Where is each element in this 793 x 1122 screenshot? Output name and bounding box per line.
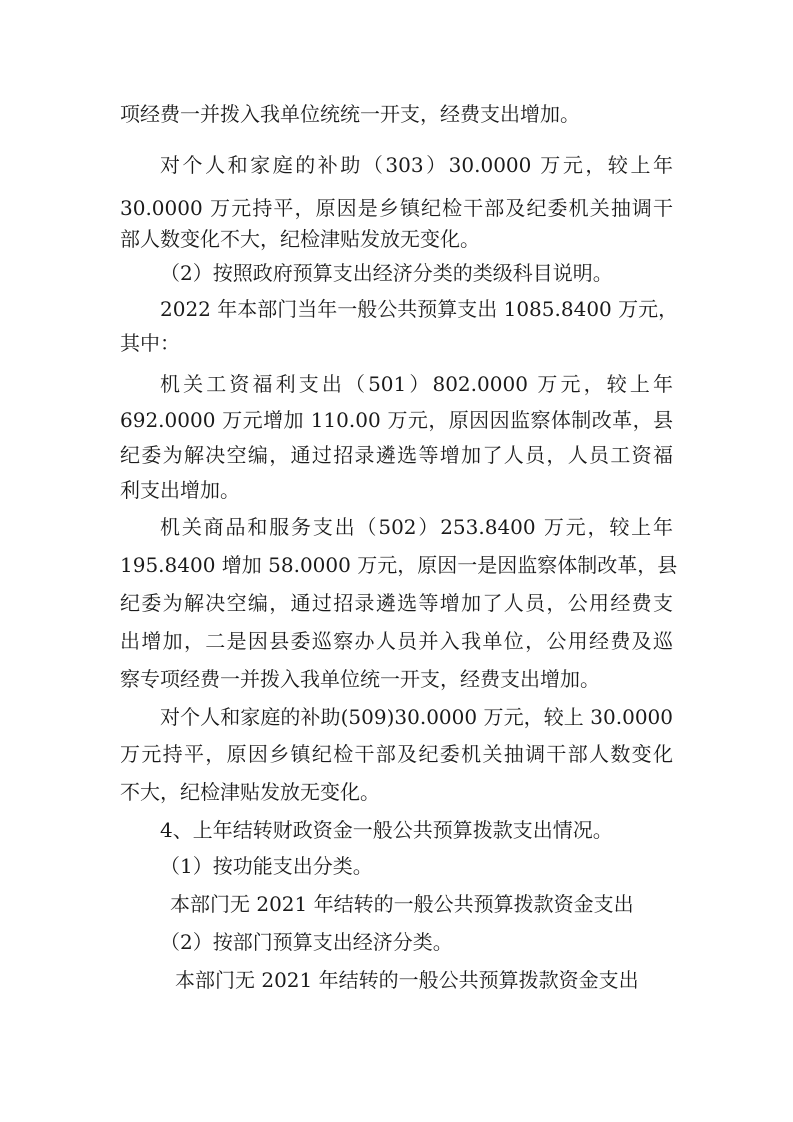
text-line: （2）按部门预算支出经济分类。: [160, 930, 453, 954]
text-line: 察专项经费一并拨入我单位统一开支，经费支出增加。: [120, 667, 600, 691]
text-line: 纪委为解决空编，通过招录遴选等增加了人员，公用经费支: [120, 591, 673, 615]
text-line: （2）按照政府预算支出经济分类的类级科目说明。: [160, 261, 613, 285]
text-line: 项经费一并拨入我单位统统一开支，经费支出增加。: [120, 102, 580, 126]
text-line: 出增加，二是因县委巡察办人员并入我单位，公用经费及巡: [120, 629, 673, 653]
text-line: 2022 年本部门当年一般公共预算支出 1085.8400 万元，: [160, 297, 679, 321]
text-line: 纪委为解决空编，通过招录遴选等增加了人员，人员工资福: [120, 443, 673, 467]
text-line: 195.8400 增加 58.0000 万元，原因一是因监察体制改革，县: [120, 553, 678, 577]
text-line: 万元持平，原因乡镇纪检干部及纪委机关抽调干部人数变化: [120, 742, 673, 766]
text-line: 本部门无 2021 年结转的一般公共预算拨款资金支出: [175, 968, 639, 992]
text-line: 30.0000 万元持平，原因是乡镇纪检干部及纪委机关抽调干: [120, 196, 673, 220]
text-line: 692.0000 万元增加 110.00 万元，原因因监察体制改革，县: [120, 408, 673, 432]
text-line: （1）按功能支出分类。: [160, 854, 373, 878]
text-line: 4、上年结转财政资金一般公共预算拨款支出情况。: [160, 818, 613, 842]
text-line: 本部门无 2021 年结转的一般公共预算拨款资金支出: [170, 892, 634, 916]
text-line: 机关工资福利支出（501）802.0000 万元，较上年: [160, 372, 673, 396]
text-line: 机关商品和服务支出（502）253.8400 万元，较上年: [160, 515, 673, 539]
text-line: 部人数变化不大，纪检津贴发放无变化。: [120, 227, 480, 251]
text-line: 利支出增加。: [120, 478, 240, 502]
text-line: 对个人和家庭的补助（303）30.0000 万元，较上年: [160, 153, 673, 177]
text-line: 其中：: [120, 331, 180, 355]
text-line: 对个人和家庭的补助(509)30.0000 万元，较上 30.0000: [160, 705, 673, 729]
text-line: 不大，纪检津贴发放无变化。: [120, 780, 380, 804]
